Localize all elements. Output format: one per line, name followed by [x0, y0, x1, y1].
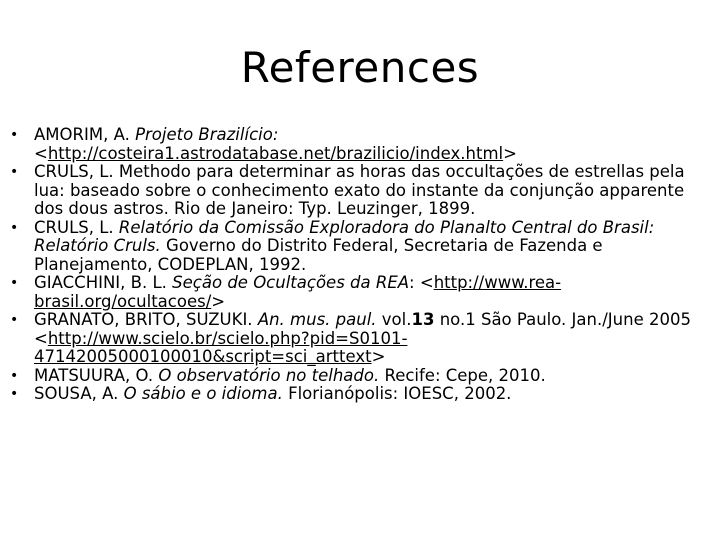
reference-author: CRULS, L. — [34, 217, 114, 237]
reference-item — [10, 385, 700, 404]
reference-bracket: < — [34, 143, 48, 163]
reference-title: Projeto Brazilício: — [135, 125, 279, 144]
reference-item — [10, 219, 700, 275]
reference-publisher: Governo do Distrito Federal, Secretaria de Fazenda e Planejamento, CODEPLAN, 1992. — [34, 236, 603, 274]
reference-item — [10, 274, 700, 311]
reference-author: SOUSA, A. — [34, 384, 119, 403]
reference-bracket: > — [503, 143, 517, 163]
reference-item — [10, 367, 700, 386]
reference-list — [10, 126, 700, 404]
reference-link[interactable]: http://costeira1.astrodatabase.net/brazilicio/index.html — [47, 143, 504, 163]
reference-title: Seção de Ocultações da REA — [172, 273, 410, 292]
reference-publisher: Florianópolis: IOESC, 2002. — [288, 384, 512, 403]
reference-volume: 13 — [411, 310, 435, 329]
reference-item — [10, 163, 700, 219]
reference-issue: no.1 São Paulo. Jan./June 2005 < — [34, 310, 691, 348]
reference-title: O observatório no telhado. — [158, 365, 380, 385]
reference-publisher: Recife: Cepe, 2010. — [384, 365, 546, 385]
reference-bracket: > — [211, 291, 226, 311]
reference-author: AMORIM, A. — [34, 125, 130, 144]
reference-author: MATSUURA, O. — [34, 365, 154, 385]
reference-link[interactable]: http://www.scielo.br/scielo.php?pid=S0101-47142005000100010&script=sci_arttext — [34, 328, 408, 366]
reference-link[interactable]: http://www.rea-brasil.org/ocultacoes/ — [34, 273, 562, 311]
reference-bracket: > — [371, 347, 386, 366]
reference-author: GRANATO, BRITO, SUZUKI. — [34, 310, 253, 329]
reference-title: Relatório da Comissão Exploradora do Planalto Central do Brasil: Relatório Cruls. — [34, 217, 655, 255]
reference-journal: An. mus. paul. — [257, 310, 377, 329]
reference-item — [10, 311, 700, 367]
reference-item — [10, 126, 700, 163]
reference-bracket: : < — [409, 273, 434, 292]
reference-title: O sábio e o idioma. — [123, 384, 283, 403]
slide-title: References — [240, 43, 480, 92]
reference-author: GIACCHINI, B. L. — [34, 273, 167, 292]
reference-text: CRULS, L. Methodo para determinar as horas das occultações de estrellas pela lua: baseado sobre o conhecimento exato do instante da conjunção apparente dos dous astros. Rio de Janeiro: Typ. Leuzinger, 1899. — [34, 162, 685, 218]
reference-volume-label: vol. — [381, 310, 412, 329]
